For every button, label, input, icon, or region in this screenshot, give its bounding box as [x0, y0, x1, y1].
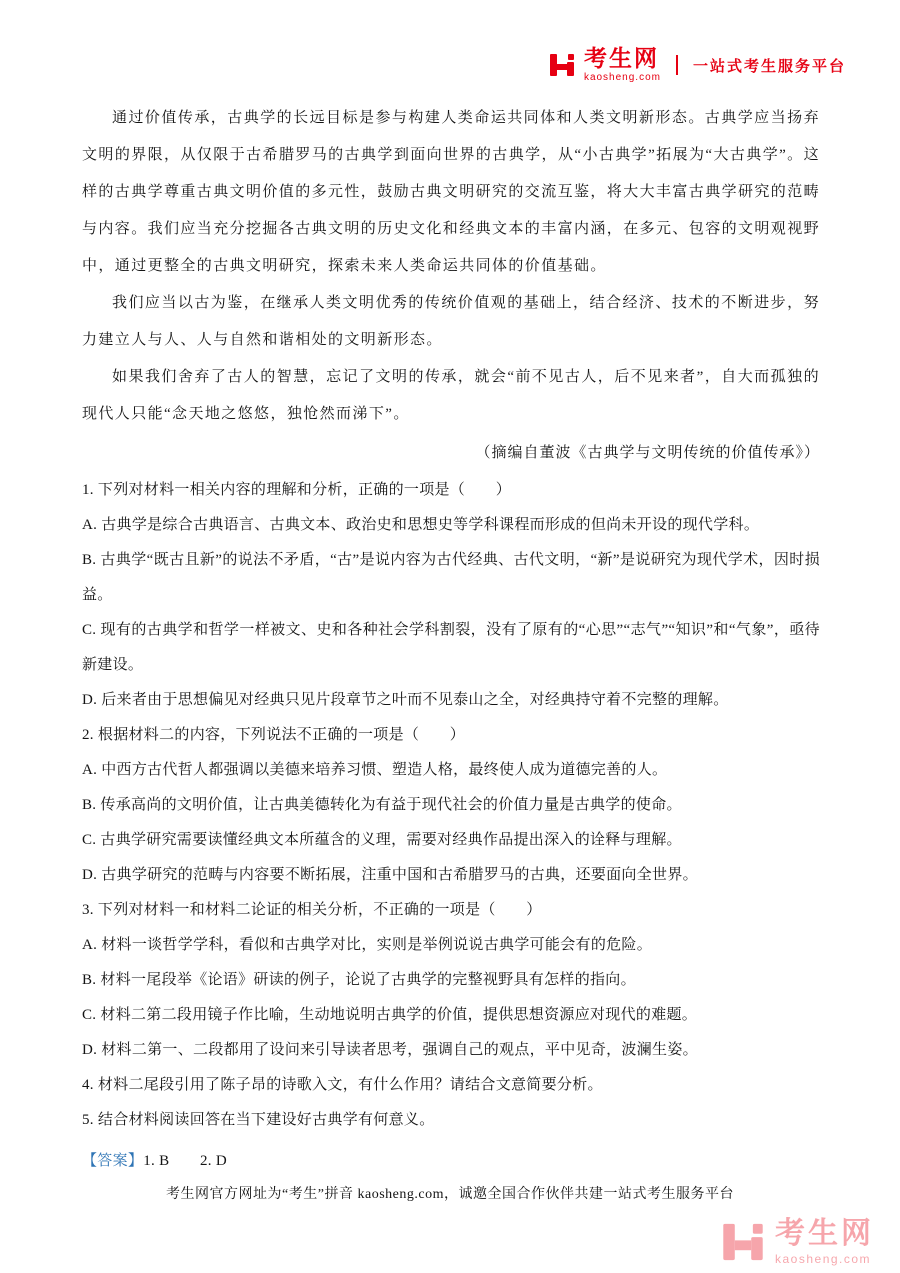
question-3-option-b: B. 材料一尾段举《论语》研读的例子，论说了古典学的完整视野具有怎样的指向。: [82, 972, 636, 988]
answer-values: 1. B 2. D: [143, 1153, 228, 1169]
question-4: [82, 1068, 820, 1103]
questions-section: [82, 473, 820, 1138]
question-2-option-a: A. 中西方古代哲人都强调以美德来培养习惯、塑造人格，最终使人成为道德完善的人。: [82, 762, 668, 778]
logo-divider: [676, 55, 678, 75]
question-1-option-a: A. 古典学是综合古典语言、古典文本、政治史和思想史等学科课程而形成的但尚未开设的现代学科。: [82, 517, 760, 533]
question-3-option-c: C. 材料二第二段用镜子作比喻，生动地说明古典学的价值，提供思想资源应对现代的难题。: [82, 1007, 698, 1023]
logo-text-block: [584, 47, 661, 83]
question-2-stem: 2. 根据材料二的内容，下列说法不正确的一项是（ ）: [82, 727, 466, 743]
question-4-stem: 4. 材料二尾段引用了陈子昂的诗歌入文，有什么作用？请结合文意简要分析。: [82, 1077, 603, 1093]
watermark-text-block: [775, 1219, 874, 1265]
kaosheng-watermark-icon: [720, 1219, 766, 1265]
question-1-option-b: B. 古典学“既古且新”的说法不矛盾，“古”是说内容为古代经典、古代文明，“新”是说研究为现代学术，因时损益。: [82, 552, 820, 603]
kaosheng-logo: [548, 47, 846, 83]
question-2-option-c: C. 古典学研究需要读懂经典文本所蕴含的义理，需要对经典作品提出深入的诠释与理解。: [82, 832, 682, 848]
answer-label: 【答案】: [82, 1153, 144, 1169]
logo-brand: 考生网: [583, 46, 659, 71]
answer-line: [82, 1142, 820, 1180]
header: [82, 44, 846, 86]
question-1-stem: 1. 下列对材料一相关内容的理解和分析，正确的一项是（ ）: [82, 482, 512, 498]
question-2-option-d: D. 古典学研究的范畴与内容要不断拓展，注重中国和古希腊罗马的古典，还要面向全世界。: [82, 867, 698, 883]
passage-paragraph-3: 如果我们舍弃了古人的智慧，忘记了文明的传承，就会“前不见古人，后不见来者”，自大而孤独的现代人只能“念天地之悠悠，独怆然而涕下”。: [82, 369, 820, 422]
question-3-option-d: D. 材料二第一、二段都用了设问来引导读者思考，强调自己的观点，平中见奇，波澜生姿。: [82, 1042, 698, 1058]
question-1: [82, 473, 820, 718]
question-2-option-b: B. 传承高尚的文明价值，让古典美德转化为有益于现代社会的价值力量是古典学的使命。: [82, 797, 682, 813]
question-2: [82, 718, 820, 893]
logo-tagline: 一站式考生服务平台: [692, 58, 846, 75]
kaosheng-logo-icon: [548, 51, 576, 79]
question-3: [82, 893, 820, 1068]
kaosheng-watermark: [720, 1219, 874, 1265]
question-5: [82, 1103, 820, 1138]
question-1-option-c: C. 现有的古典学和哲学一样被文、史和各种社会学科割裂，没有了原有的“心思”“志气”“知识”和“气象”，亟待新建设。: [82, 622, 820, 673]
passage-paragraph-2: 我们应当以古为鉴，在继承人类文明优秀的传统价值观的基础上，结合经济、技术的不断进步，努力建立人与人、人与自然和谐相处的文明新形态。: [82, 295, 820, 348]
passage-attribution: （摘编自董波《古典学与文明传统的价值传承》）: [475, 445, 820, 461]
reading-passage: [82, 100, 820, 473]
question-3-option-a: A. 材料一谈哲学学科，看似和古典学对比，实则是举例说说古典学可能会有的危险。: [82, 937, 653, 953]
footer-note: 考生网官方网址为“考生”拼音 kaosheng.com，诚邀全国合作伙伴共建一站式考生服务平台: [166, 1187, 734, 1202]
question-1-option-d: D. 后来者由于思想偏见对经典只见片段章节之叶而不见泰山之全，对经典持守着不完整的理解。: [82, 692, 729, 708]
question-5-stem: 5. 结合材料阅读回答在当下建设好古典学有何意义。: [82, 1112, 435, 1128]
passage-paragraph-1: 通过价值传承，古典学的长远目标是参与构建人类命运共同体和人类文明新形态。古典学应当扬弃文明的界限，从仅限于古希腊罗马的古典学到面向世界的古典学，从“小古典学”拓展为“大古典学”。这样的古典学尊重古典文明价值的多元性，鼓励古典文明研究的交流互鉴，将大大丰富古典学研究的范畴与内容。我们应当充分挖掘各古典文明的历史文化和经典文本的丰富内涵，在多元、包容的文明观视野中，通过更整全的古典文明研究，探索未来人类命运共同体的价值基础。: [82, 110, 821, 274]
watermark-brand: 考生网: [775, 1217, 874, 1250]
question-3-stem: 3. 下列对材料一和材料二论证的相关分析，不正确的一项是（ ）: [82, 902, 542, 918]
logo-domain: kaosheng.com: [583, 72, 661, 83]
watermark-domain: kaosheng.com: [775, 1252, 872, 1266]
